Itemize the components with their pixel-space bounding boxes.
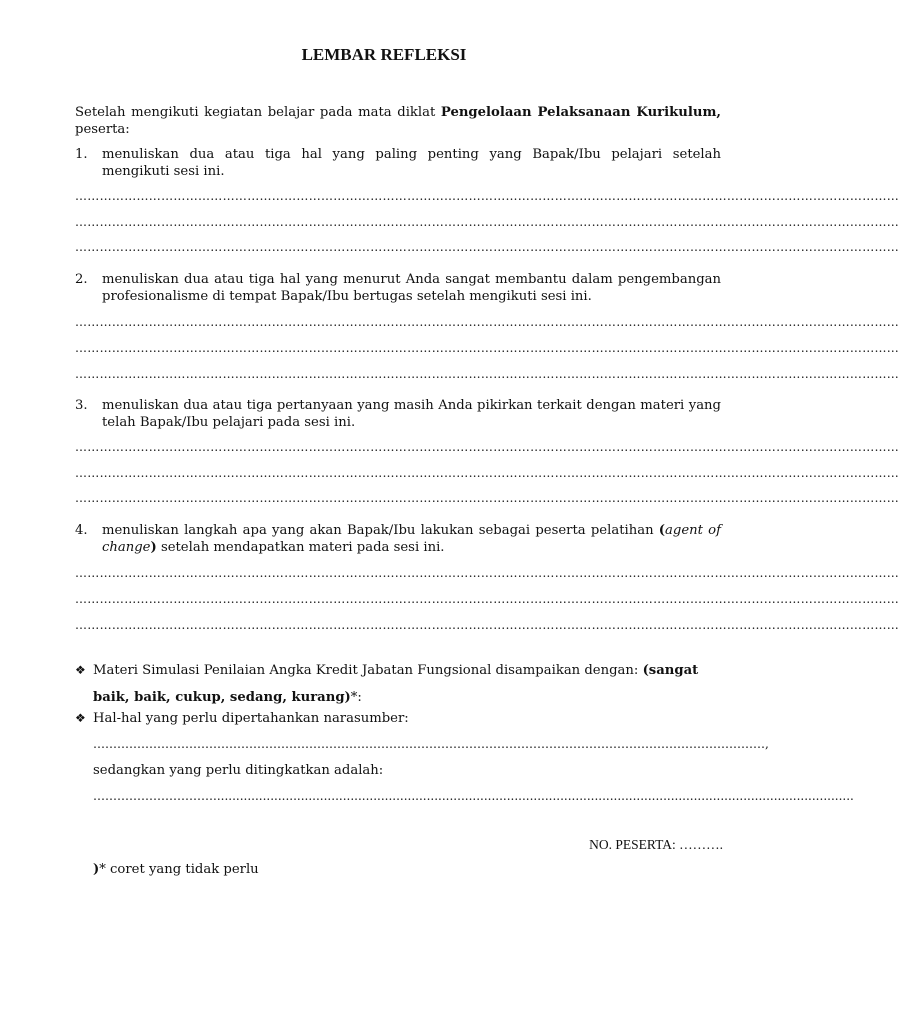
intro-tail: peserta: [75,122,130,137]
question-number: 3. [75,398,88,413]
footnote-mark: ) [93,862,100,877]
answer-line[interactable]: ………………………………………………………………………………………………………………………………………………………………………………… [75,367,899,381]
question-text-lead: menuliskan langkah apa yang akan Bapak/Ibu lakukan sebagai peserta pelatihan [102,523,654,538]
question-number: 1. [75,147,88,162]
answer-line[interactable]: ………………………………………………………………………………………………………………………………………………………………………………… [75,341,899,355]
answer-line[interactable]: ………………………………………………………………………………………………………………………………………………………………………………… [75,566,899,580]
page-title: LEMBAR REFLEKSI [301,45,467,64]
answer-line[interactable]: ………………………………………………………………………………………………………………………………………………………………………………… [75,315,899,329]
question-text-tail: setelah mendapatkan materi pada sesi ini. [160,540,445,555]
improve-answer-line[interactable]: …………………………........................................................................................................................................................................ [93,789,854,803]
footnote-text: * coret yang tidak perlu [99,862,259,877]
answer-line[interactable]: ………………………………………………………………………………………………………………………………………………………………………………… [75,592,899,606]
question-text: menuliskan dua atau tiga hal yang menurut Anda sangat membantu dalam pengembangan profesionalisme di tempat Bapak/Ibu bertugas setelah mengikuti sesi ini. [102,272,721,304]
diamond-bullet-icon: ❖ [75,663,86,677]
intro-paragraph [75,104,721,138]
diamond-bullet-icon: ❖ [75,711,86,725]
answer-line[interactable]: ………………………………………………………………………………………………………………………………………………………………………………… [75,491,899,505]
answer-line[interactable]: ………………………………………………………………………………………………………………………………………………………………………………… [75,466,899,480]
keep-question: Hal-hal yang perlu dipertahankan narasumber: [93,711,409,726]
answer-line[interactable]: ………………………………………………………………………………………………………………………………………………………………………………… [75,189,899,203]
answer-line[interactable]: ………………………………………………………………………………………………………………………………………………………………………………… [75,618,899,632]
rating-options[interactable]: (sangat baik, baik, cukup, sedang, kurang) [93,663,699,705]
question-2 [75,271,721,305]
question-1 [75,146,721,180]
question-number: 2. [75,272,88,287]
course-name: Pengelolaan Pelaksanaan Kurikulum, [440,105,721,120]
question-text: menuliskan dua atau tiga pertanyaan yang masih Anda pikirkan terkait dengan materi yang telah Bapak/Ibu pelajari pada sesi ini. [102,398,721,430]
question-text: menuliskan langkah apa yang akan Bapak/Ibu lakukan sebagai peserta pelatihan (agent of change) setelah mendapatkan materi pada sesi ini. [102,523,721,555]
footnote [93,862,259,877]
answer-line[interactable]: ………………………………………………………………………………………………………………………………………………………………………………… [75,440,899,454]
participant-number[interactable]: NO. PESERTA: ………. [589,837,723,852]
rating-question: Materi Simulasi Penilaian Angka Kredit Jabatan Fungsional disampaikan dengan: [93,663,639,678]
agent-of-change-term: agent of change [102,523,721,555]
question-number: 4. [75,523,88,538]
answer-line[interactable]: ………………………………………………………………………………………………………………………………………………………………………………… [75,240,899,254]
feedback-rating-item [75,657,725,711]
question-3 [75,397,721,431]
improve-question: sedangkan yang perlu ditingkatkan adalah: [93,763,384,778]
question-4 [75,522,721,556]
question-text: menuliskan dua atau tiga hal yang paling penting yang Bapak/Ibu pelajari setelah mengikuti sesi ini. [102,147,721,179]
rating-mark: *: [350,690,362,705]
answer-line[interactable]: ………………………………………………………………………………………………………………………………………………………………………………… [75,215,899,229]
keep-answer-line[interactable]: ……………………………………………………………………………………………………………………………………………………, [93,737,769,751]
intro-lead: Setelah mengikuti kegiatan belajar pada mata diklat [75,105,436,120]
feedback-keep-item [75,710,725,727]
